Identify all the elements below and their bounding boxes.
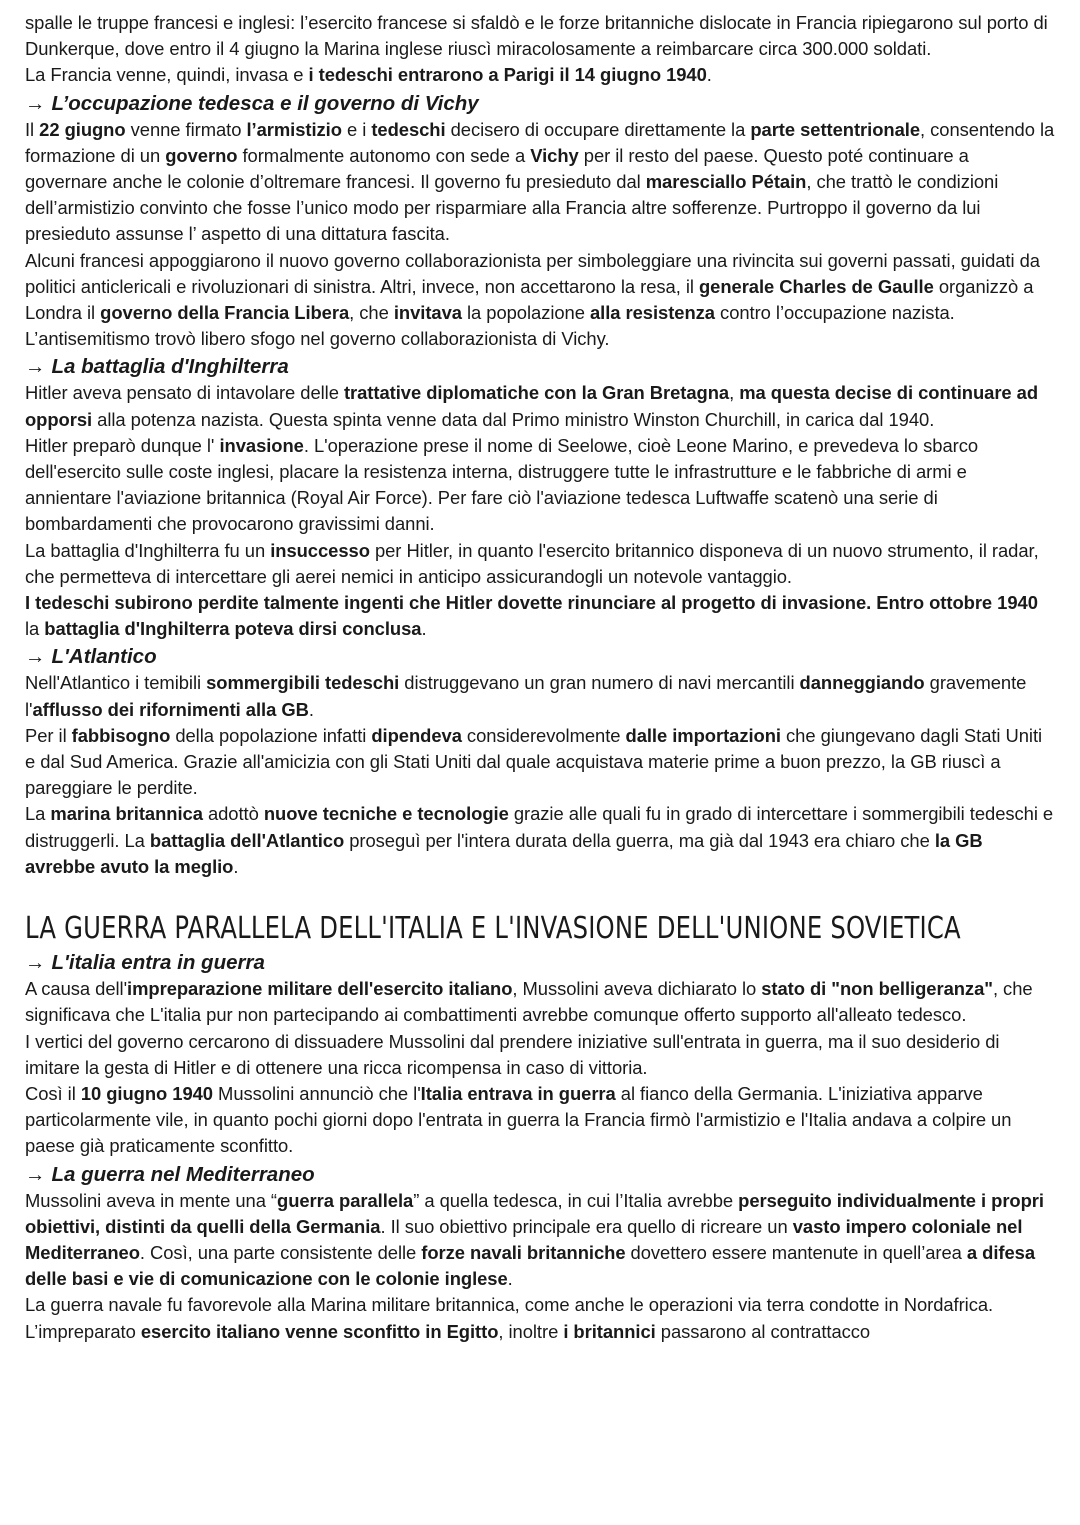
paragraph: [25, 10, 1056, 62]
text-run: . Così, una parte consistente delle: [139, 1241, 422, 1263]
bold-text: 22 giugno: [39, 118, 126, 140]
bold-text: I tedeschi subirono perdite talmente ingenti che Hitler dovette rinunciare al progetto di invasione. Entro ottobre 1940: [25, 592, 1038, 614]
subheading-text: L’occupazione tedesca e il governo di Vichy: [51, 91, 479, 115]
paragraph: [25, 1188, 1056, 1293]
text-run: e i: [341, 118, 372, 140]
text-run: ” a quella tedesca, in cui l’Italia avrebbe: [413, 1189, 739, 1211]
bold-text: governo della Francia Libera: [100, 302, 350, 324]
text-run: proseguì per l'intera durata della guerra, ma già dal 1943 era chiaro che: [344, 829, 935, 851]
bold-text: trattative diplomatiche con la Gran Bretagna: [343, 382, 730, 404]
text-run: . L'operazione prese il nome di Seelowe, cioè Leone Marino, e prevedeva lo sbarco dell'esercito sulle coste inglesi, placare la resistenza interna, distruggere tutte le infrastrutture e le fabbriche di armi e annientare l'aviazione britannica (Royal Air Force). Per fare ciò l'aviazione tedesca Luftwaffe scatenò una serie di bombardamenti che provocarono gravissimi danni.: [25, 434, 979, 535]
bold-text: danneggiando: [799, 672, 925, 694]
bold-text: ma questa decise di continuare ad opporsi: [25, 382, 1039, 430]
text-run: Mussolini annunciò che l': [212, 1082, 421, 1104]
chapter-title: LA GUERRA PARALLELA DELL'ITALIA E L'INVASIONE DELL'UNIONE SOVIETICA: [25, 911, 961, 946]
text-run: .: [706, 64, 712, 86]
bold-text: maresciallo Pétain: [645, 171, 807, 193]
text-run: organizzò a Londra il: [25, 275, 1034, 324]
text-run: ,: [729, 382, 740, 404]
arrow-right-icon: →: [25, 1162, 46, 1186]
paragraph: [25, 670, 1056, 722]
bold-text: governo: [165, 144, 238, 166]
paragraph: [25, 976, 1056, 1028]
paragraph: [25, 1292, 1056, 1344]
section-subheading: [25, 1161, 1056, 1188]
text-run: .: [507, 1268, 513, 1290]
text-run: , Mussolini aveva dichiarato lo: [512, 978, 762, 1000]
bold-text: insuccesso: [270, 539, 370, 561]
text-run: Alcuni francesi appoggiarono il nuovo governo collaborazionista per simboleggiare una rivincita sui governi passati, guidati da politici anticlericali e rivoluzionari di sinistra. Altri, invece, non accettarono la resa, il: [25, 249, 1040, 297]
paragraph: [25, 801, 1056, 880]
text-run: Il: [25, 118, 40, 140]
text-run: per il resto del paese. Questo poté continuare a governare anche le colonie d’oltremare francesi. Il governo fu presieduto dal: [25, 144, 969, 193]
bold-text: stato di "non belligeranza": [761, 978, 993, 1000]
bold-text: alla resistenza: [589, 302, 715, 324]
bold-text: battaglia dell'Atlantico: [149, 829, 345, 851]
text-run: passarono al contrattacco: [655, 1320, 871, 1342]
text-run: alla potenza nazista. Questa spinta venne data dal Primo ministro Winston Churchill, in carica dal 1940.: [92, 408, 935, 430]
text-run: spalle le truppe francesi e inglesi: l’esercito francese si sfaldò e le forze britanniche dislocate in Francia ripiegarono sul porto di Dunkerque, dove entro il 4 giugno la Marina inglese riuscì miracolosamente a reimbarcare circa 300.000 soldati.: [25, 12, 1048, 60]
bold-text: tedeschi: [371, 118, 446, 140]
text-run: la popolazione: [461, 302, 590, 324]
bold-text: i tedeschi entrarono a Parigi il 14 giugno 1940: [308, 64, 707, 86]
bold-text: afflusso dei rifornimenti alla GB: [32, 698, 309, 720]
bold-text: sommergibili tedeschi: [206, 672, 400, 694]
text-run: contro l’occupazione nazista.: [714, 302, 955, 324]
text-run: .: [233, 855, 239, 877]
text-run: dovettero essere mantenute in quell’area: [625, 1241, 967, 1263]
text-run: adottò: [202, 803, 264, 825]
bold-text: perseguito individualmente i propri obiettivi, distinti da quelli della Germania: [25, 1189, 1044, 1237]
subheading-text: L'Atlantico: [51, 645, 157, 669]
section-subheading: [25, 949, 1056, 976]
bold-text: 10 giugno 1940: [80, 1082, 213, 1104]
bold-text: Italia entrava in guerra: [420, 1082, 616, 1104]
text-run: L’antisemitismo trovò libero sfogo nel governo collaborazionista di Vichy.: [25, 328, 610, 350]
section-subheading: [25, 643, 1056, 670]
text-run: al fianco della Germania. L'iniziativa apparve particolarmente vile, in quanto pochi giorni dopo l'entrata in guerra la Francia firmò l'armistizio e l'Italia andava a colpire un paese già praticamente sconfitto.: [25, 1082, 1012, 1157]
text-run: Per il: [25, 724, 72, 746]
bold-text: invasione: [219, 434, 304, 456]
paragraph: [25, 590, 1056, 642]
text-run: , inoltre: [498, 1320, 564, 1342]
bold-text: forze navali britanniche: [421, 1241, 626, 1263]
text-run: gravemente l': [25, 672, 1027, 720]
bold-text: i britannici: [563, 1320, 656, 1342]
text-run: La guerra navale fu favorevole alla Marina militare britannica, come anche le operazioni via terra condotte in Nordafrica. L’impreparato: [25, 1294, 994, 1342]
text-run: , che significava che L'italia pur non partecipando ai combattimenti avrebbe comunque offerto supporto all'alleato tedesco.: [25, 978, 1033, 1026]
section-subheading: [25, 90, 1056, 117]
text-run: che giungevano dagli Stati Uniti e dal Sud America. Grazie all'amicizia con gli Stati Uniti dal quale acquistava materie prime a buon prezzo, la GB riuscì a pareggiare le perdite.: [25, 724, 1043, 799]
bold-text: vasto impero coloniale nel Mediterraneo: [25, 1215, 1023, 1263]
paragraph: [25, 1029, 1056, 1081]
bold-text: generale Charles de Gaulle: [698, 275, 934, 297]
paragraph: [25, 433, 1056, 538]
text-run: I vertici del governo cercarono di dissuadere Mussolini dal prendere iniziative sull'entrata in guerra, ma il suo desiderio di imitare la gesta di Hitler e di ottenere una ricca ricompensa in caso di vittoria.: [25, 1030, 1000, 1078]
text-run: , che trattò le condizioni dell’armistizio convinto che fosse l’unico modo per risparmiare alla Francia altre sofferenze. Purtroppo il governo da lui presieduto assunse l’ aspetto di una dittatura fascita.: [25, 171, 999, 245]
bold-text: l’armistizio: [246, 118, 342, 140]
paragraph: [25, 723, 1056, 802]
bold-text: nuove tecniche e tecnologie: [263, 803, 509, 825]
arrow-right-icon: →: [25, 645, 46, 669]
bold-text: guerra parallela: [277, 1189, 414, 1211]
text-run: considerevolmente: [461, 724, 626, 746]
text-run: La battaglia d'Inghilterra fu un: [25, 539, 271, 561]
text-run: A causa dell': [25, 978, 128, 1000]
bold-text: la GB avrebbe avuto la meglio: [25, 829, 983, 877]
paragraph: [25, 117, 1056, 248]
bold-text: dipendeva: [371, 724, 462, 746]
text-run: distruggevano un gran numero di navi mercantili: [399, 672, 800, 694]
text-run: , che: [349, 302, 394, 324]
section-subheading: [25, 353, 1056, 380]
bold-text: battaglia d'Inghilterra poteva dirsi conclusa: [44, 618, 422, 640]
bold-text: marina britannica: [50, 803, 203, 825]
text-run: per Hitler, in quanto l'esercito britannico disponeva di un nuovo strumento, il radar, che permetteva di intercettare gli aerei nemici in anticipo assicurandogli un notevole vantaggio.: [25, 539, 1039, 587]
bold-text: impreparazione militare dell'esercito italiano: [127, 978, 513, 1000]
text-run: Hitler preparò dunque l': [25, 434, 220, 456]
paragraph: [25, 538, 1056, 590]
text-run: Mussolini aveva in mente una “: [25, 1189, 278, 1211]
text-run: La: [25, 803, 51, 825]
arrow-right-icon: →: [25, 91, 46, 115]
paragraph: [25, 326, 1056, 352]
bold-text: invitava: [393, 302, 462, 324]
text-run: Hitler aveva pensato di intavolare delle: [25, 382, 344, 404]
text-run: Nell'Atlantico i temibili: [25, 672, 207, 694]
text-run: .: [421, 618, 427, 640]
bold-text: fabbisogno: [71, 724, 171, 746]
paragraph: [25, 62, 1056, 88]
subheading-text: La battaglia d'Inghilterra: [51, 355, 289, 379]
bold-text: esercito italiano venne sconfitto in Egitto: [140, 1320, 499, 1342]
paragraph: [25, 380, 1056, 432]
text-run: . Il suo obiettivo principale era quello di ricreare un: [380, 1215, 793, 1237]
arrow-right-icon: →: [25, 951, 46, 975]
subheading-text: La guerra nel Mediterraneo: [51, 1162, 315, 1186]
bold-text: dalle importazioni: [625, 724, 781, 746]
text-run: Così il: [25, 1082, 81, 1104]
text-run: .: [308, 698, 314, 720]
text-run: La Francia venne, quindi, invasa e: [25, 64, 309, 86]
bold-text: parte settentrionale: [750, 118, 920, 140]
bold-text: a difesa delle basi e vie di comunicazione con le colonie inglese: [25, 1241, 1035, 1290]
bold-text: Vichy: [530, 144, 579, 166]
text-run: , consentendo la formazione di un: [25, 118, 1055, 166]
arrow-right-icon: →: [25, 355, 46, 379]
text-run: della popolazione infatti: [170, 724, 372, 746]
paragraph: [25, 248, 1056, 327]
text-run: decisero di occupare direttamente la: [445, 118, 751, 140]
text-run: formalmente autonomo con sede a: [237, 144, 531, 166]
paragraph: [25, 1081, 1056, 1160]
text-run: venne firmato: [125, 118, 247, 140]
subheading-text: L'italia entra in guerra: [51, 951, 265, 975]
text-run: la: [25, 618, 45, 640]
text-run: grazie alle quali fu in grado di intercettare i sommergibili tedeschi e distruggerli. La: [25, 803, 1054, 851]
